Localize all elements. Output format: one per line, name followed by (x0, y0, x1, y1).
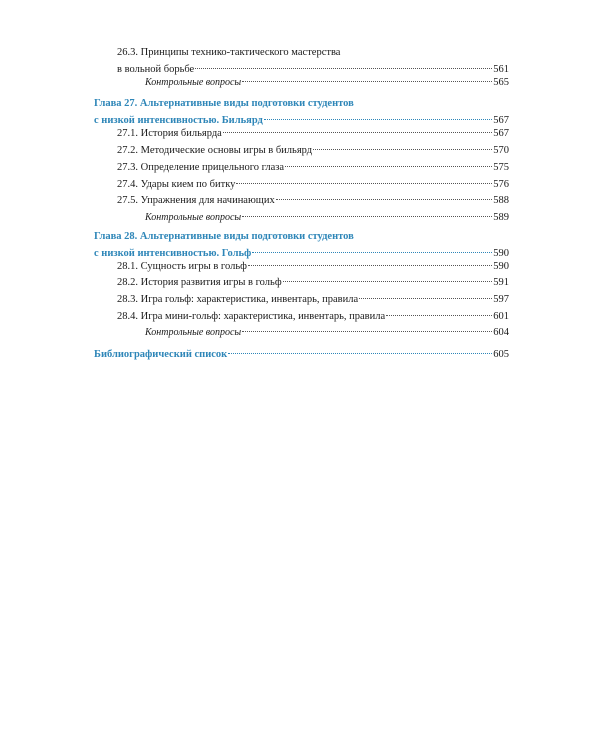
toc-entry-title: 28.1. Сущность игры в гольф (117, 261, 247, 272)
toc-page-number: 590 (493, 261, 509, 272)
toc-section-28-1[interactable] (94, 258, 509, 275)
toc-entry-title: 28.3. Игра гольф: характеристика, инвентарь, правила (117, 294, 359, 305)
toc-section-27-4[interactable] (94, 176, 509, 193)
toc-entry-title: Контрольные вопросы (145, 212, 242, 223)
toc-page-number: 565 (493, 77, 509, 88)
toc-chapter-title-line2: с низкой интенсивностью. Бильярд (94, 115, 263, 126)
toc-chapter-27[interactable] (94, 95, 509, 129)
toc-control-questions-26[interactable] (94, 74, 509, 91)
leader-dots (359, 298, 492, 299)
toc-section-27-5[interactable] (94, 192, 509, 209)
toc-entry-title: Библиографический список (94, 349, 228, 360)
toc-chapter-title-line1: Глава 28. Альтернативные виды подготовки студентов (94, 231, 354, 242)
toc-page-number: 601 (493, 311, 509, 322)
toc-chapter-title-line1: Глава 27. Альтернативные виды подготовки студентов (94, 98, 354, 109)
toc-section-27-2[interactable] (94, 142, 509, 159)
toc-section-26-3[interactable] (94, 44, 509, 78)
toc-entry-title: 27.5. Упражнения для начинающих (117, 195, 275, 206)
leader-dots (242, 331, 492, 332)
toc-section-28-4[interactable] (94, 308, 509, 325)
leader-dots (283, 281, 493, 282)
toc-entry-title-line2: в вольной борьбе (117, 64, 195, 75)
toc-section-27-3[interactable] (94, 159, 509, 176)
leader-dots (252, 252, 492, 253)
leader-dots (264, 119, 492, 120)
leader-dots (195, 68, 492, 69)
toc-page-number: 561 (493, 64, 509, 75)
leader-dots (242, 81, 492, 82)
toc-control-questions-27[interactable] (94, 209, 509, 226)
toc-entry-title: 27.4. Удары кием по битку (117, 179, 236, 190)
toc-chapter-28[interactable] (94, 228, 509, 262)
toc-bibliography[interactable] (94, 346, 509, 363)
toc-page-number: 605 (493, 349, 509, 360)
leader-dots (223, 132, 492, 133)
toc-control-questions-28[interactable] (94, 324, 509, 341)
leader-dots (242, 216, 492, 217)
toc-entry-title: Контрольные вопросы (145, 77, 242, 88)
toc-entry-title: Контрольные вопросы (145, 327, 242, 338)
toc-page-number: 589 (493, 212, 509, 223)
toc-page-number: 590 (493, 248, 509, 259)
toc-entry-title: 28.4. Игра мини-гольф: характеристика, инвентарь, правила (117, 311, 386, 322)
leader-dots (248, 265, 492, 266)
leader-dots (285, 166, 492, 167)
leader-dots (236, 183, 492, 184)
toc-chapter-title-line2: с низкой интенсивностью. Гольф (94, 248, 252, 259)
toc-entry-title: 27.2. Методические основы игры в бильярд (117, 145, 313, 156)
toc-section-27-1[interactable] (94, 125, 509, 142)
toc-section-28-3[interactable] (94, 291, 509, 308)
leader-dots (228, 353, 492, 354)
toc-entry-title: 27.3. Определение прицельного глаза (117, 162, 285, 173)
toc-page-number: 567 (493, 128, 509, 139)
leader-dots (386, 315, 492, 316)
toc-page-number: 597 (493, 294, 509, 305)
toc-page-number: 567 (493, 115, 509, 126)
toc-page-number: 570 (493, 145, 509, 156)
toc-section-28-2[interactable] (94, 274, 509, 291)
toc-page-number: 591 (493, 277, 509, 288)
leader-dots (313, 149, 492, 150)
toc-entry-title-line1: 26.3. Принципы технико-тактического мастерства (117, 47, 341, 58)
toc-entry-title: 28.2. История развития игры в гольф (117, 277, 282, 288)
leader-dots (276, 199, 492, 200)
toc-page-number: 575 (493, 162, 509, 173)
toc-page-number: 588 (493, 195, 509, 206)
toc-page-number: 576 (493, 179, 509, 190)
toc-entry-title: 27.1. История бильярда (117, 128, 222, 139)
toc-page-number: 604 (493, 327, 509, 338)
